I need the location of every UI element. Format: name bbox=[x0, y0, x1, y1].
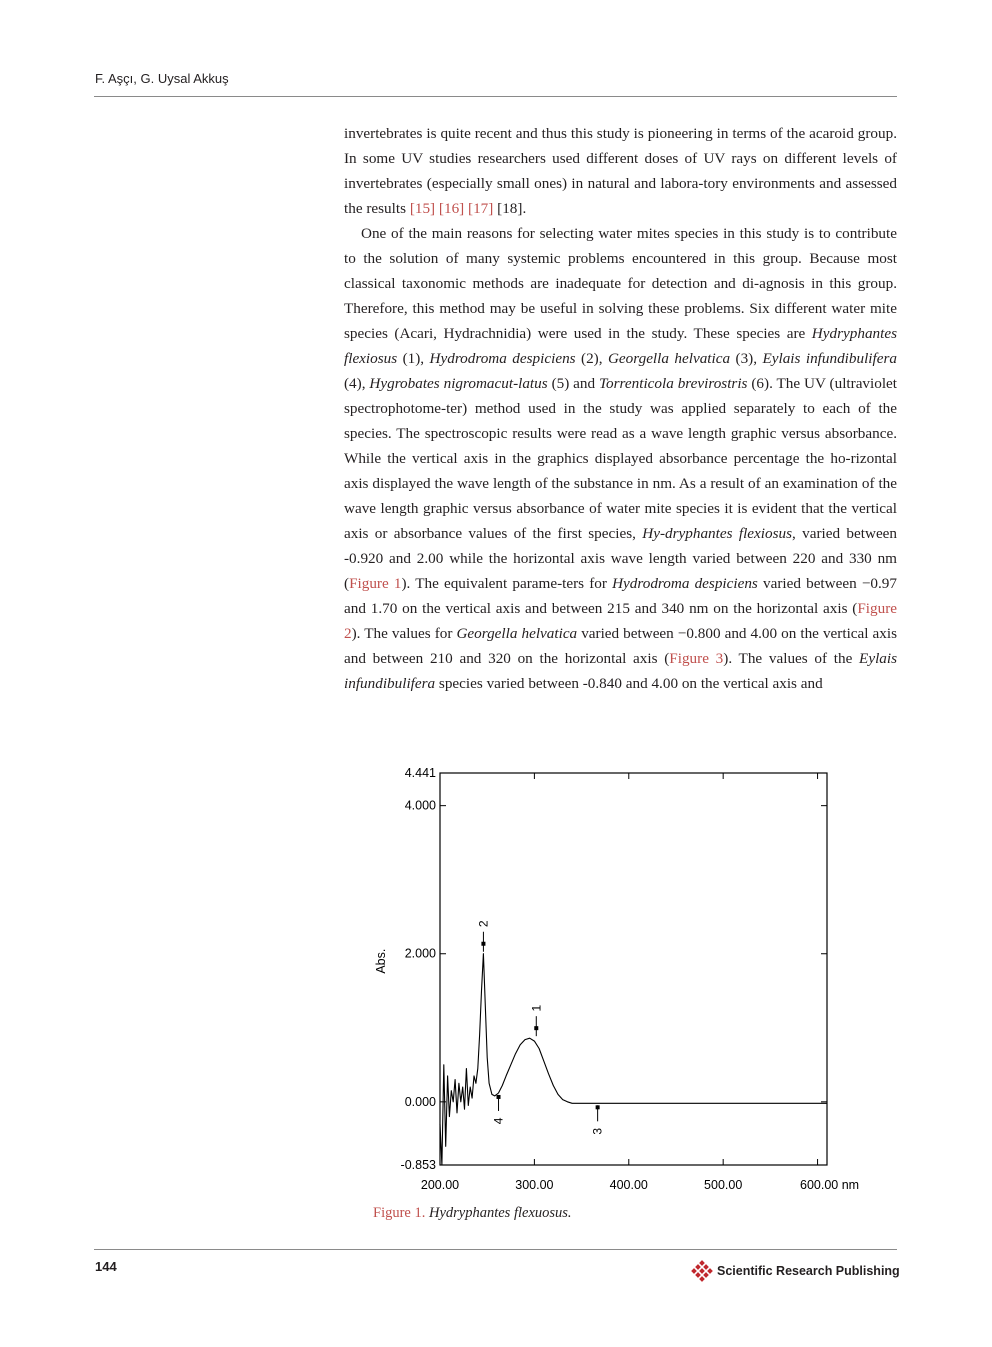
text-run: ). The values of the bbox=[723, 650, 860, 667]
text-run: One of the main reasons for selecting water mites species in this study is to contribute to the solution of many systemic problems encountered in this group. Because most classical taxonomic methods are inadequate for detection and di-agnosis in this group. Therefore, this method may be useful in solving these problems. Six different water mite species (Acari, Hydrachnidia) were used in the study. These species are bbox=[344, 225, 897, 342]
text-run: ). The equivalent parame-ters for bbox=[401, 575, 613, 592]
species-name: Hydryphantes flexiosus bbox=[344, 325, 897, 367]
species-name: Hygrobates nigromacut-latus bbox=[369, 375, 548, 392]
x-tick-label: 500.00 bbox=[704, 1178, 743, 1192]
peak-marker-dot bbox=[534, 1026, 538, 1030]
publisher-name: Scientific Research Publishing bbox=[717, 1264, 900, 1278]
publisher-logo-icon bbox=[691, 1260, 713, 1282]
text-run: invertebrates is quite recent and thus this study is pioneering in terms of the acaroid group. In some UV studies researchers used different doses of UV rays on different levels of invertebrates (especially small ones) in natural and labora-tory environments and assessed the results bbox=[344, 125, 897, 217]
y-tick-label: -0.853 bbox=[400, 1158, 436, 1172]
publisher-mark bbox=[691, 1260, 900, 1282]
y-tick-label: 2.000 bbox=[404, 946, 436, 961]
y-tick-label: 0.000 bbox=[404, 1094, 436, 1109]
peak-marker-dot bbox=[481, 942, 485, 946]
text-run: (3), bbox=[730, 350, 763, 367]
citation-16[interactable]: [16] bbox=[438, 200, 465, 217]
series-line bbox=[440, 954, 827, 1165]
species-name: Georgella helvatica bbox=[607, 350, 731, 367]
peak-marker-dot bbox=[497, 1095, 501, 1099]
peak-marker-label: 4 bbox=[491, 1117, 506, 1125]
text-run: , varied between -0.920 and 2.00 while the horizontal axis wave length varied between 220 and 330 nm ( bbox=[344, 525, 898, 592]
text-run: species varied between -0.840 and 4.00 on the vertical axis and bbox=[435, 675, 823, 692]
y-axis-label: Abs. bbox=[374, 948, 388, 974]
peak-marker-label: 2 bbox=[476, 920, 491, 928]
paragraph-2 bbox=[344, 221, 897, 696]
peak-marker-label: 3 bbox=[590, 1127, 605, 1135]
citation-15[interactable]: [15] bbox=[409, 200, 436, 217]
y-tick-label: 4.441 bbox=[404, 766, 436, 780]
x-tick-label: 600.00 nm bbox=[800, 1178, 860, 1192]
x-tick-label: 300.00 bbox=[515, 1178, 554, 1192]
species-name: Hydrodroma despiciens bbox=[429, 350, 576, 367]
x-tick-label: 200.00 bbox=[420, 1178, 460, 1192]
text-run: (6). The UV (ultraviolet spectrophotome-ter) method used in the study was applied separately to each of the species. The spectroscopic results were read as a wave length graphic versus absorbance. While the vertical axis in the graphics displayed absorbance percentage the ho-rizontal axis displayed the wave length of the substance in nm. As a result of an examination of the wave length graphic versus absorbance of water mite species it is evident that the vertical axis or absorbance values of the first species, bbox=[344, 375, 898, 542]
header-rule bbox=[94, 96, 897, 97]
species-name: Hydrodroma despiciens bbox=[612, 575, 758, 592]
body-text bbox=[344, 121, 897, 696]
citation-17[interactable]: [17] bbox=[468, 200, 494, 217]
text-run: (2), bbox=[575, 350, 608, 367]
page-number: 144 bbox=[95, 1259, 117, 1274]
uv-spectrum-chart bbox=[360, 760, 890, 1200]
species-name: Eylais infundibulifera bbox=[762, 350, 897, 367]
figure-2-link[interactable]: Figure 2 bbox=[344, 600, 897, 642]
text-run: [18]. bbox=[493, 200, 527, 217]
species-name: Hy-dryphantes flexiosus bbox=[642, 525, 792, 542]
text-run: varied between −0.97 and 1.70 on the vertical axis and between 215 and 340 nm on the horizontal axis ( bbox=[344, 575, 897, 617]
text-run: varied between −0.800 and 4.00 on the vertical axis and between 210 and 320 on the horizontal axis ( bbox=[344, 625, 897, 667]
species-name: Torrenticola brevirostris bbox=[599, 375, 748, 392]
figure-1-link[interactable]: Figure 1 bbox=[349, 575, 402, 592]
paragraph-1 bbox=[344, 121, 897, 221]
x-tick-label: 400.00 bbox=[609, 1178, 648, 1192]
caption-label: Figure 1. bbox=[373, 1205, 426, 1221]
footer-rule bbox=[94, 1249, 897, 1250]
peak-marker-dot bbox=[596, 1105, 600, 1109]
figure-3-link[interactable]: Figure 3 bbox=[669, 650, 724, 667]
caption-text: Hydryphantes flexuosus. bbox=[428, 1205, 572, 1221]
figure-caption bbox=[373, 1205, 572, 1222]
text-run: (5) and bbox=[547, 375, 599, 392]
text-run: (1), bbox=[397, 350, 430, 367]
text-run: (4), bbox=[344, 375, 370, 392]
peak-marker-label: 1 bbox=[529, 1004, 544, 1012]
species-name: Eylais infundibulifera bbox=[344, 650, 898, 692]
figure-1 bbox=[360, 760, 890, 1200]
running-head-authors: F. Aşçı, G. Uysal Akkuş bbox=[95, 71, 229, 86]
species-name: Georgella helvatica bbox=[456, 625, 578, 642]
y-tick-label: 4.000 bbox=[404, 798, 436, 813]
text-run: ). The values for bbox=[351, 625, 457, 642]
